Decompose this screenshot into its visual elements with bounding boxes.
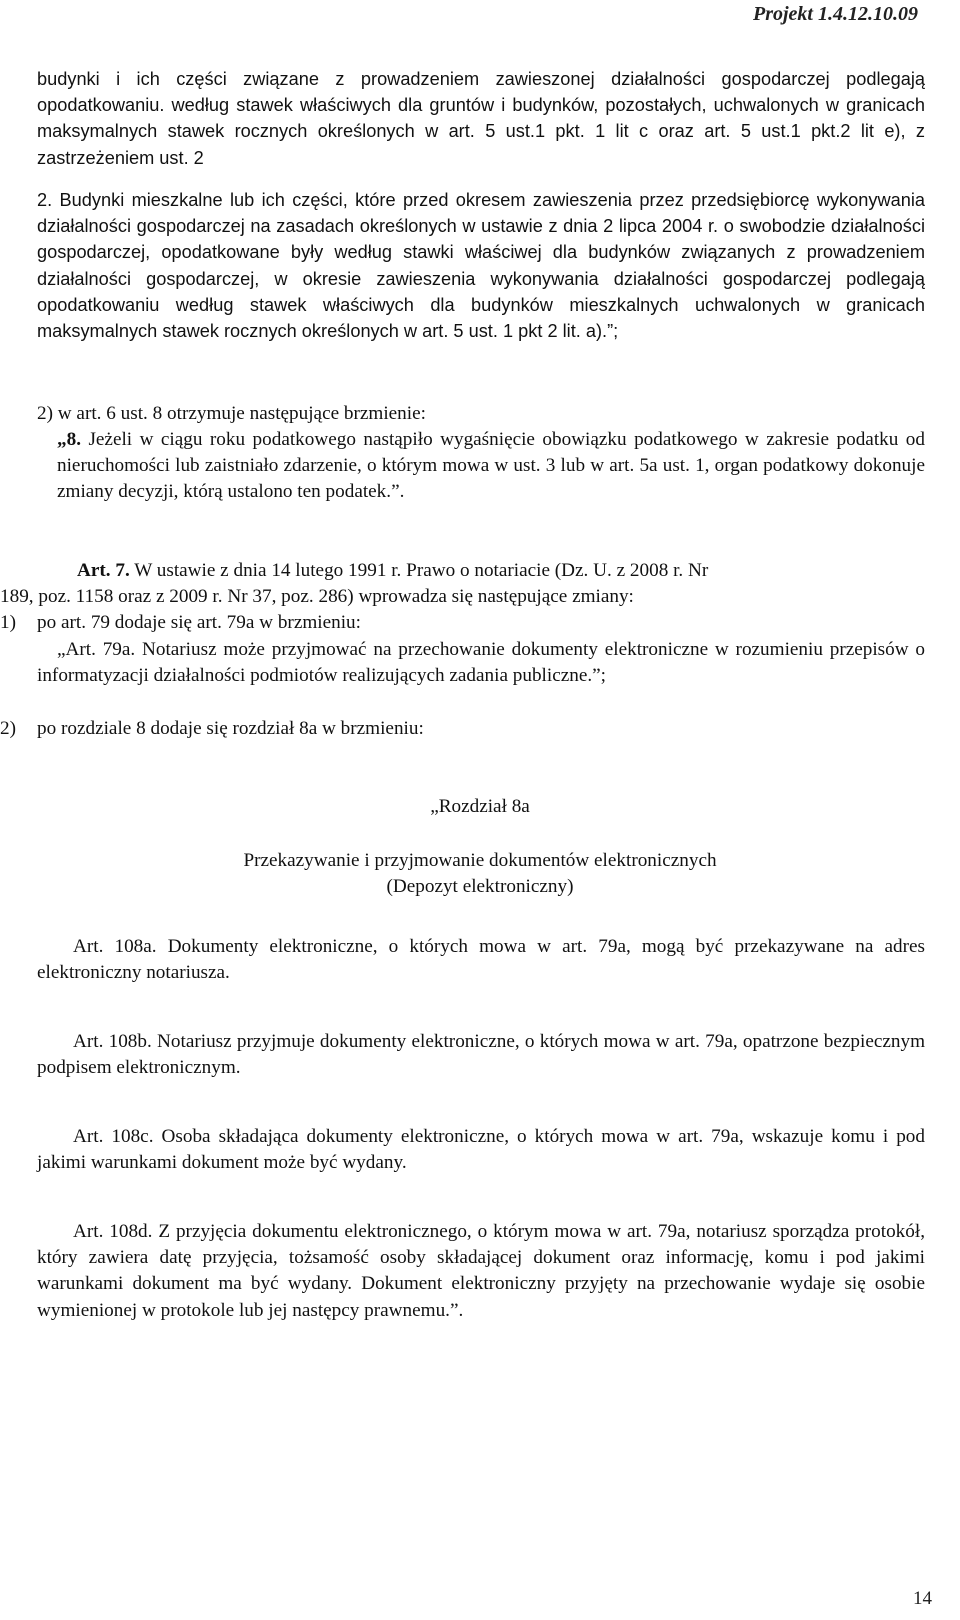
art7-intro [77,558,925,584]
paragraph-residential-buildings: 2. Budynki mieszkalne lub ich części, które przed okresem zawieszenia przez przedsiębiorcę wykonywania działalności gospodarczej na zasadach określonych w ustawie z dnia 2 lipca 2004 r. o swobodzie działalności gospodarczej, opodatkowane były według stawki właściwej dla budynków związanych z prowadzeniem działalności gospodarczej, w okresie zawieszenia wykonywania działalności gospodarczej podlegają opodatkowaniu według stawek właściwych dla budynków mieszkalnych uchwalonych w granicach maksymalnych stawek rocznych określonych w art. 5 ust. 1 pkt 2 lit. a).”; [37,190,925,342]
item-number: 2) [0,718,16,739]
item-text: po art. 79 dodaje się art. 79a w brzmieniu: [37,612,361,633]
art7-intro-text: W ustawie z dnia 14 lutego 1991 r. Prawo o notariacie (Dz. U. z 2008 r. Nr [129,560,709,581]
chapter-heading: „Rozdział 8a [430,796,530,817]
chapter-subtitle: (Depozyt elektroniczny) [386,876,574,897]
paragraph-buildings-taxation: budynki i ich części związane z prowadzeniem zawieszonej działalności gospodarczej podlegają opodatkowaniu. według stawek właściwych dla gruntów i budynków, pozostałych, uchwalonych w granicach maksymalnych stawek rocznych określonych w art. 5 ust.1 pkt. 1 lit c oraz art. 5 ust.1 pkt.2 lit e), z zastrzeżeniem ust. 2 [37,69,925,168]
item-text: po rozdziale 8 dodaje się rozdział 8a w brzmieniu: [37,718,424,739]
article-108c: Art. 108c. Osoba składająca dokumenty elektroniczne, o których mowa w art. 79a, wskazuje komu i pod jakimi warunkami dokument może być wydany. [37,1126,925,1174]
item-number: 1) [0,612,16,633]
quote-opening-number: „8. [57,429,81,450]
project-version-header: Projekt 1.4.12.10.09 [753,3,918,25]
quote-body: Jeżeli w ciągu roku podatkowego nastąpiło wygaśnięcie obowiązku podatkowego w zakresie podatku od nieruchomości lub zaistniało zdarzenie, o którym mowa w ust. 3 lub w art. 5a ust. 1, organ podatkowy dokonuje zmiany decyzji, którą ustalono ten podatek.”. [57,429,925,503]
article-108b: Art. 108b. Notariusz przyjmuje dokumenty elektroniczne, o których mowa w art. 79a, opatrzone bezpiecznym podpisem elektronicznym. [37,1031,925,1079]
article-108d: Art. 108d. Z przyjęcia dokumentu elektronicznego, o którym mowa w art. 79a, notariusz sporządza protokół, który zawiera datę przyjęcia, tożsamość osoby składającej dokument oraz informację, komu i pod jakimi warunkami dokument ma być wydany. Dokument elektroniczny przyjęty na przechowanie wydaje się osobie wymienionej w protokole lub jej następcy prawnemu.”. [37,1221,925,1321]
article-108a: Art. 108a. Dokumenty elektroniczne, o których mowa w art. 79a, mogą być przekazywane na adres elektroniczny notariusza. [37,936,925,984]
art7-intro-continuation: 189, poz. 1158 oraz z 2009 r. Nr 37, poz. 286) wprowadza się następujące zmiany: [0,586,634,607]
art7-label: Art. 7. [77,560,130,581]
quoted-provision-art6-ust8 [57,427,925,506]
quoted-art79a: „Art. 79a. Notariusz może przyjmować na przechowanie dokumenty elektroniczne w rozumieniu przepisów o informatyzacji działalności podmiotów realizujących zadania publiczne.”; [37,639,925,687]
page-number: 14 [913,1588,932,1609]
point-2-intro: 2) w art. 6 ust. 8 otrzymuje następujące brzmienie: [37,403,426,424]
chapter-title: Przekazywanie i przyjmowanie dokumentów elektronicznych [243,850,717,871]
